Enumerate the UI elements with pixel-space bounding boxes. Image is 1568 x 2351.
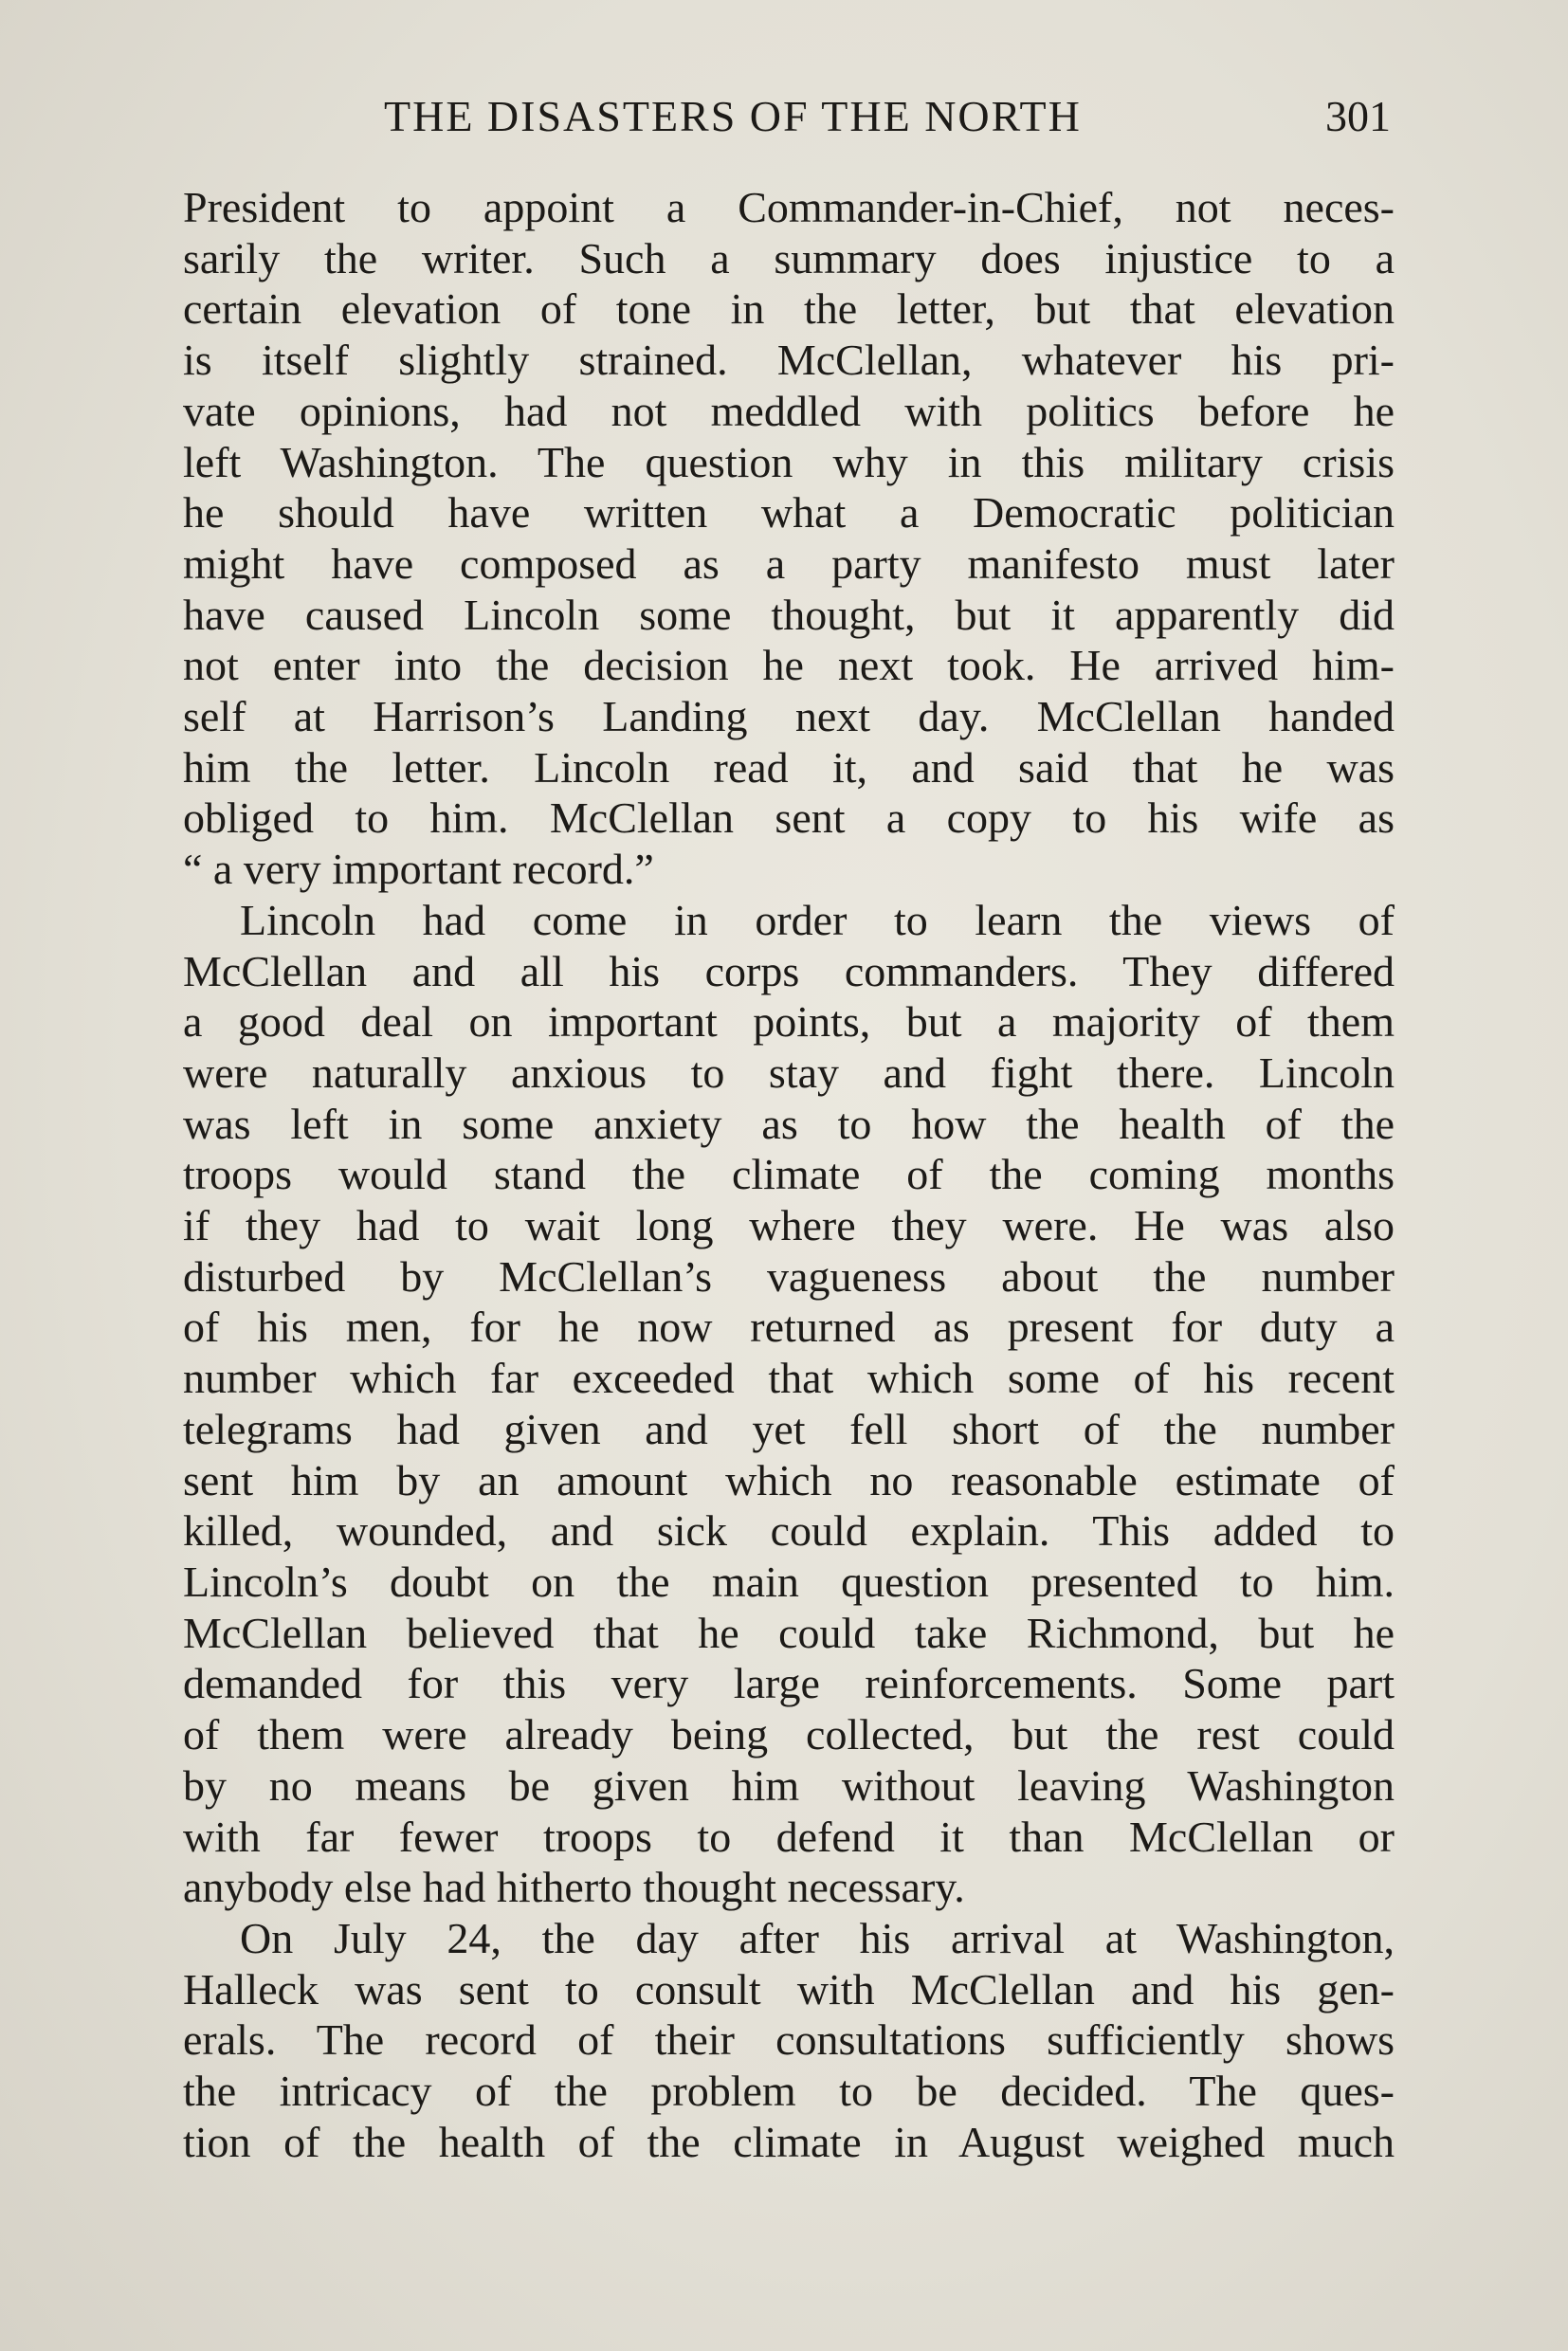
text-line: Lincoln had come in order to learn the views of: [240, 895, 1395, 944]
text-line: is itself slightly strained. McClellan, whatever his pri-: [183, 336, 1395, 385]
text-line: self at Harrison’s Landing next day. McClellan handed: [183, 692, 1395, 741]
text-line: sent him by an amount which no reasonable estimate of: [183, 1455, 1395, 1504]
page-number: 301: [1325, 92, 1391, 140]
text-line: disturbed by McClellan’s vagueness about the number: [183, 1251, 1395, 1301]
text-line: obliged to him. McClellan sent a copy to his wife as: [183, 793, 1395, 843]
text-line: troops would stand the climate of the coming months: [183, 1150, 1395, 1199]
text-line: the intricacy of the problem to be decided. The ques-: [183, 2067, 1395, 2116]
text-line: demanded for this very large reinforcements. Some part: [183, 1659, 1395, 1708]
text-line: President to appoint a Commander-in-Chief, not neces-: [183, 183, 1395, 231]
running-head: THE DISASTERS OF THE NORTH: [384, 92, 1082, 140]
text-line: not enter into the decision he next took. He arrived him-: [183, 641, 1395, 690]
text-line: “ a very important record.”: [183, 845, 654, 894]
text-line: erals. The record of their consultations sufficiently shows: [183, 2015, 1395, 2065]
text-line: number which far exceeded that which some of his recent: [183, 1354, 1395, 1403]
text-line: telegrams had given and yet fell short of the number: [183, 1404, 1395, 1453]
text-line: if they had to wait long where they were. He was also: [183, 1201, 1395, 1250]
text-line: might have composed as a party manifesto must later: [183, 538, 1395, 588]
text-line: by no means be given him without leaving Washington: [183, 1760, 1395, 1810]
text-line: killed, wounded, and sick could explain. This added to: [183, 1506, 1395, 1556]
text-line: tion of the health of the climate in August weighed much: [183, 2117, 1395, 2166]
text-line: a good deal on important points, but a majority of them: [183, 997, 1395, 1047]
text-line: of his men, for he now returned as present for duty a: [183, 1303, 1395, 1352]
text-line: have caused Lincoln some thought, but it apparently did: [183, 590, 1395, 639]
text-line: was left in some anxiety as to how the health of the: [183, 1099, 1395, 1148]
text-line: anybody else had hitherto thought necessary.: [183, 1863, 965, 1912]
text-line: Lincoln’s doubt on the main question presented to him.: [183, 1557, 1395, 1606]
text-line: of them were already being collected, but the rest could: [183, 1710, 1395, 1759]
text-line: On July 24, the day after his arrival at Washington,: [240, 1913, 1395, 1962]
text-line: certain elevation of tone in the letter, but that elevation: [183, 284, 1395, 334]
text-line: he should have written what a Democratic politician: [183, 488, 1395, 538]
text-line: Halleck was sent to consult with McClellan and his gen-: [183, 1964, 1395, 2014]
text-line: were naturally anxious to stay and fight there. Lincoln: [183, 1048, 1395, 1097]
text-line: McClellan believed that he could take Richmond, but he: [183, 1608, 1395, 1657]
text-line: with far fewer troops to defend it than McClellan or: [183, 1812, 1395, 1861]
text-line: vate opinions, had not meddled with politics before he: [183, 386, 1395, 435]
text-line: him the letter. Lincoln read it, and said that he was: [183, 742, 1395, 792]
text-line: sarily the writer. Such a summary does injustice to a: [183, 233, 1395, 282]
text-line: left Washington. The question why in this military crisis: [183, 437, 1395, 486]
body-text: [183, 182, 1395, 2167]
text-line: McClellan and all his corps commanders. They differed: [183, 946, 1395, 995]
